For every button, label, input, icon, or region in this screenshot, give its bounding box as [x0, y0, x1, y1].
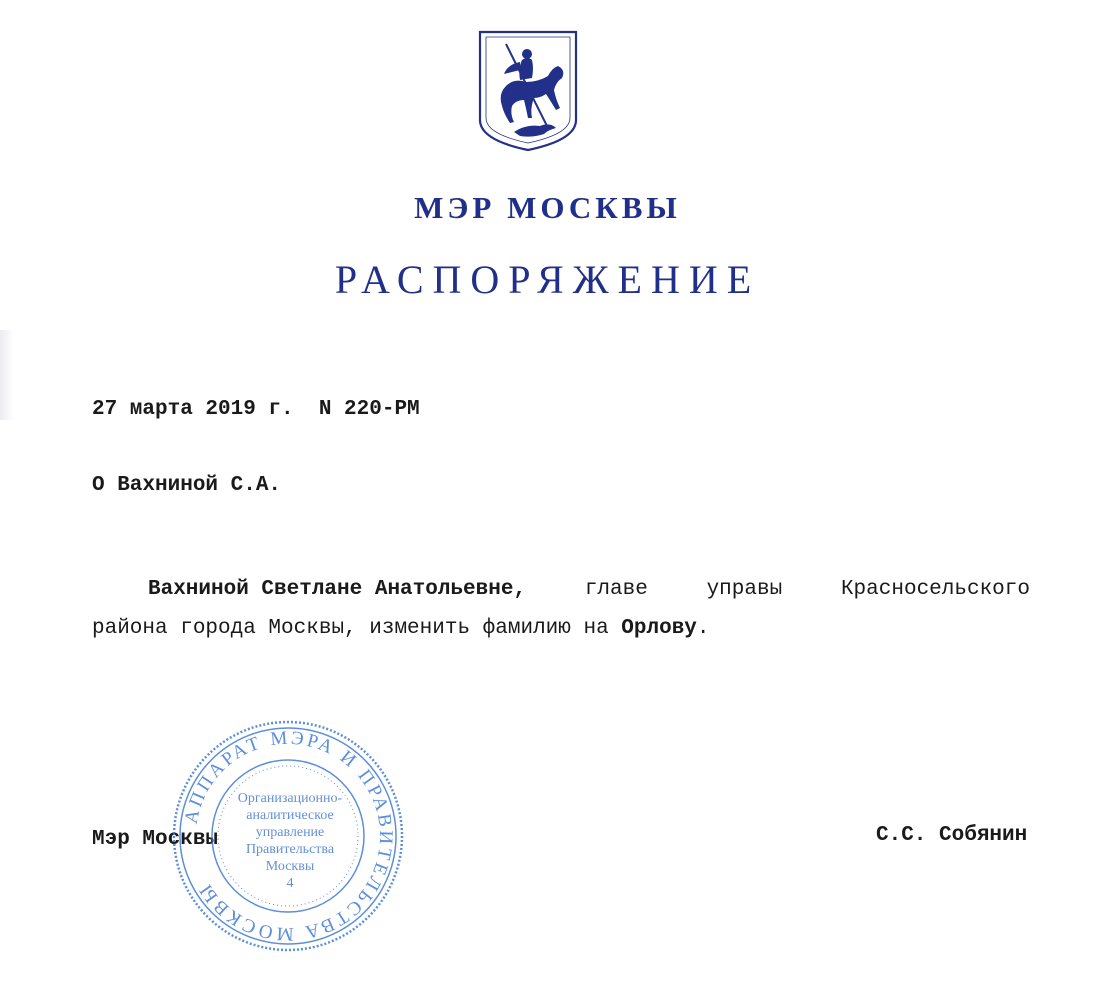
order-body	[92, 570, 1030, 648]
order-body-text: района города Москвы, изменить фамилию на	[92, 617, 622, 640]
stamp-caption-line: Правительства	[245, 842, 335, 857]
stamp-caption-line: Москвы	[265, 859, 315, 874]
order-body-line-2	[92, 609, 1030, 648]
role-word: управы	[706, 578, 783, 601]
signatory-name: С.С. Собянин	[876, 824, 1028, 847]
role-word: Красносельского	[840, 578, 1030, 601]
stamp-caption	[220, 790, 360, 892]
mayor-heading: МЭР МОСКВЫ	[414, 190, 681, 225]
stamp-ring-text: АППАРАТ МЭРА И ПРАВИТЕЛЬСТВА МОСКВЫ	[180, 727, 397, 945]
page-edge-shadow	[0, 330, 14, 420]
signatory-position: Мэр Москвы	[92, 828, 219, 851]
role-word: главе	[584, 578, 648, 601]
order-date-number: 27 марта 2019 г. N 220-РМ	[92, 398, 420, 421]
person-name: Вахниной Светлане Анатольевне,	[148, 578, 527, 601]
stamp-caption-line: аналитическое	[246, 808, 334, 823]
stamp-caption-line: управление	[255, 825, 325, 840]
moscow-coat-of-arms-icon	[476, 28, 580, 154]
order-body-line-1	[92, 570, 1030, 609]
sentence-end: .	[696, 617, 710, 640]
stamp-caption-line: 4	[286, 876, 294, 891]
document-type-heading: РАСПОРЯЖЕНИЕ	[334, 257, 761, 302]
new-surname: Орлову	[621, 617, 697, 640]
stamp-caption-line: Организационно-	[237, 791, 343, 806]
order-subject: О Вахниной С.А.	[92, 474, 282, 497]
